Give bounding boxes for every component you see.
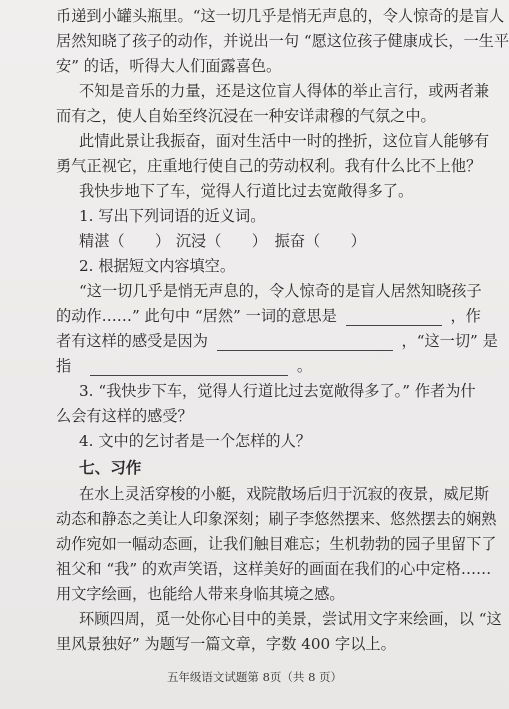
- synonym-item: 振奋（ ）: [274, 232, 366, 250]
- answer-blank[interactable]: [346, 311, 442, 326]
- answer-blank[interactable]: [90, 361, 288, 376]
- page-footer: 五年级语文试题第 8页（共 8 页）: [166, 670, 343, 684]
- text-line: 币递到小罐头瓶里。“这一切几乎是悄无声息的，令人惊奇的是盲人: [56, 7, 505, 25]
- text-line: 动作宛如一幅动态画，让我们触目难忘；生机勃勃的园子里留下了: [56, 535, 497, 553]
- text-line: 在水上灵活穿梭的小艇，戏院散场后归于沉寂的夜景，威尼斯: [79, 485, 490, 503]
- text-line: 我快步地下了车，觉得人行道比过去宽敞得多了。: [79, 182, 414, 200]
- section-heading: 七、习作: [79, 458, 142, 477]
- question-1-items: [79, 231, 485, 251]
- text-line: 动态和静态之美让人印象深刻；刷子李悠然摆来、悠然摆去的娴熟: [56, 510, 497, 528]
- text-line: 环顾四周，觅一处你心目中的美景，尝试用文字来绘画，以 “这: [79, 610, 502, 628]
- text-line: 用文字绘画，也能给人带来身临其境之感。: [56, 585, 345, 603]
- question-1-prompt: 1. 写出下列词语的近义词。: [79, 207, 266, 225]
- text-line: 居然知晓了孩子的动作，并说出一句 “愿这位孩子健康成长，一生平: [56, 32, 509, 50]
- text-line: 祖父和 “我” 的欢声笑语，这样美好的画面在我们的心中定格……: [56, 560, 492, 578]
- synonym-item: 沉浸（ ）: [175, 232, 267, 250]
- text-line: 里风景独好” 为题写一篇文章，字数 400 字以上。: [56, 635, 396, 653]
- question-3-prompt: 3. “我快步下车，觉得人行道比过去宽敞得多了。” 作者为什: [79, 382, 476, 400]
- text-line: 此情此景让我振奋，面对生活中一时的挫折，这位盲人能够有: [79, 132, 490, 150]
- question-2-line: 指 。: [56, 357, 313, 375]
- synonym-item: 精湛（ ）: [79, 232, 171, 250]
- text-line: 么会有这样的感受？: [56, 407, 193, 425]
- text-line: 而有之，使人自始至终沉浸在一种安详肃穆的气氛之中。: [56, 107, 436, 125]
- text-line: 勇气正视它，庄重地行使自己的劳动权利。我有什么比不上他？: [56, 157, 482, 175]
- text-line: “这一切几乎是悄无声息的，令人惊奇的是盲人居然知晓孩子: [79, 282, 482, 300]
- text-line: 不知是音乐的力量，还是这位盲人得体的举止言行，或两者兼: [79, 82, 490, 100]
- question-2-prompt: 2. 根据短文内容填空。: [79, 257, 236, 275]
- question-4-prompt: 4. 文中的乞讨者是一个怎样的人？: [79, 432, 311, 450]
- answer-blank[interactable]: [217, 336, 393, 351]
- question-2-line: 者有这样的感受是因为 ，“这一切” 是: [56, 332, 498, 350]
- question-2-line: 的动作……” 此句中 “居然” 一词的意思是 ，作: [56, 307, 481, 325]
- text-line: 安” 的话，听得大人们面露喜色。: [56, 57, 282, 75]
